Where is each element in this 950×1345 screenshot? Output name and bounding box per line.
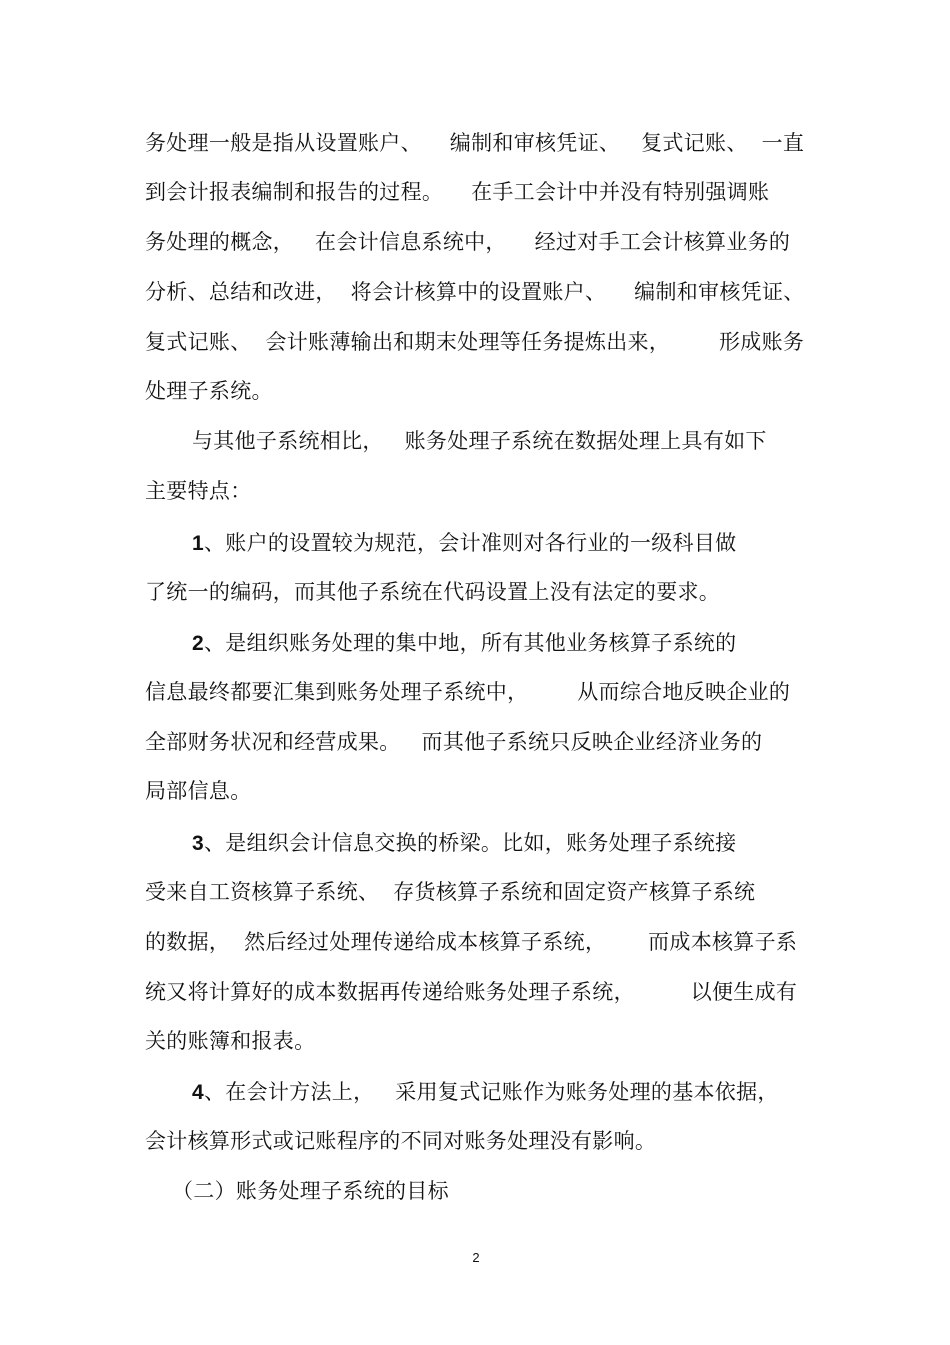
feature-2-line-3: 全部财务状况和经营成果。 而其他子系统只反映企业经济业务的 [145, 730, 763, 754]
section-heading: （二）账务处理子系统的目标 [172, 1179, 449, 1203]
feature-4-number: 4 [192, 1081, 204, 1104]
feature-3-line-5: 关的账簿和报表。 [145, 1029, 316, 1053]
feature-2-line-1 [192, 628, 736, 659]
feature-2-text: 、是组织账务处理的集中地，所有其他业务核算子系统的 [203, 631, 737, 655]
feature-3-number: 3 [192, 832, 204, 855]
paragraph-1-line-4: 分析、总结和改进， 将会计核算中的设置账户、 编制和审核凭证、 [145, 280, 805, 304]
feature-2-line-4: 局部信息。 [145, 779, 252, 803]
feature-4-text: 、在会计方法上， 采用复式记账作为账务处理的基本依据， [203, 1080, 779, 1104]
feature-2-number: 2 [192, 632, 204, 655]
paragraph-1-line-1: 务处理一般是指从设置账户、 编制和审核凭证、 复式记账、 一直 [145, 131, 805, 155]
feature-1-number: 1 [192, 532, 204, 555]
paragraph-1-line-6: 处理子系统。 [145, 379, 273, 403]
paragraph-1-line-3: 务处理的概念， 在会计信息系统中， 经过对手工会计核算业务的 [145, 230, 791, 254]
feature-3-line-1 [192, 828, 736, 859]
paragraph-2-line-2: 主要特点： [145, 479, 252, 503]
feature-1-text: 、账户的设置较为规范，会计准则对各行业的一级科目做 [203, 531, 737, 555]
paragraph-1-line-5: 复式记账、 会计账薄输出和期末处理等任务提炼出来， 形成账务 [145, 330, 805, 354]
feature-1-line-1 [192, 528, 736, 559]
feature-3-text: 、是组织会计信息交换的桥梁。比如，账务处理子系统接 [203, 831, 737, 855]
feature-4-line-2: 会计核算形式或记账程序的不同对账务处理没有影响。 [145, 1129, 657, 1153]
feature-3-line-2: 受来自工资核算子系统、 存货核算子系统和固定资产核算子系统 [145, 880, 756, 904]
feature-1-line-2: 了统一的编码，而其他子系统在代码设置上没有法定的要求。 [145, 580, 721, 604]
feature-4-line-1 [192, 1077, 779, 1108]
feature-2-line-2: 信息最终都要汇集到账务处理子系统中， 从而综合地反映企业的 [145, 680, 791, 704]
page-number: 2 [472, 1250, 480, 1265]
feature-3-line-4: 统又将计算好的成本数据再传递给账务处理子系统， 以便生成有 [145, 980, 798, 1004]
paragraph-1-line-2: 到会计报表编制和报告的过程。 在手工会计中并没有特别强调账 [145, 180, 770, 204]
feature-3-line-3: 的数据， 然后经过处理传递给成本核算子系统， 而成本核算子系 [145, 930, 798, 954]
paragraph-2-line-1: 与其他子系统相比， 账务处理子系统在数据处理上具有如下 [192, 429, 767, 453]
